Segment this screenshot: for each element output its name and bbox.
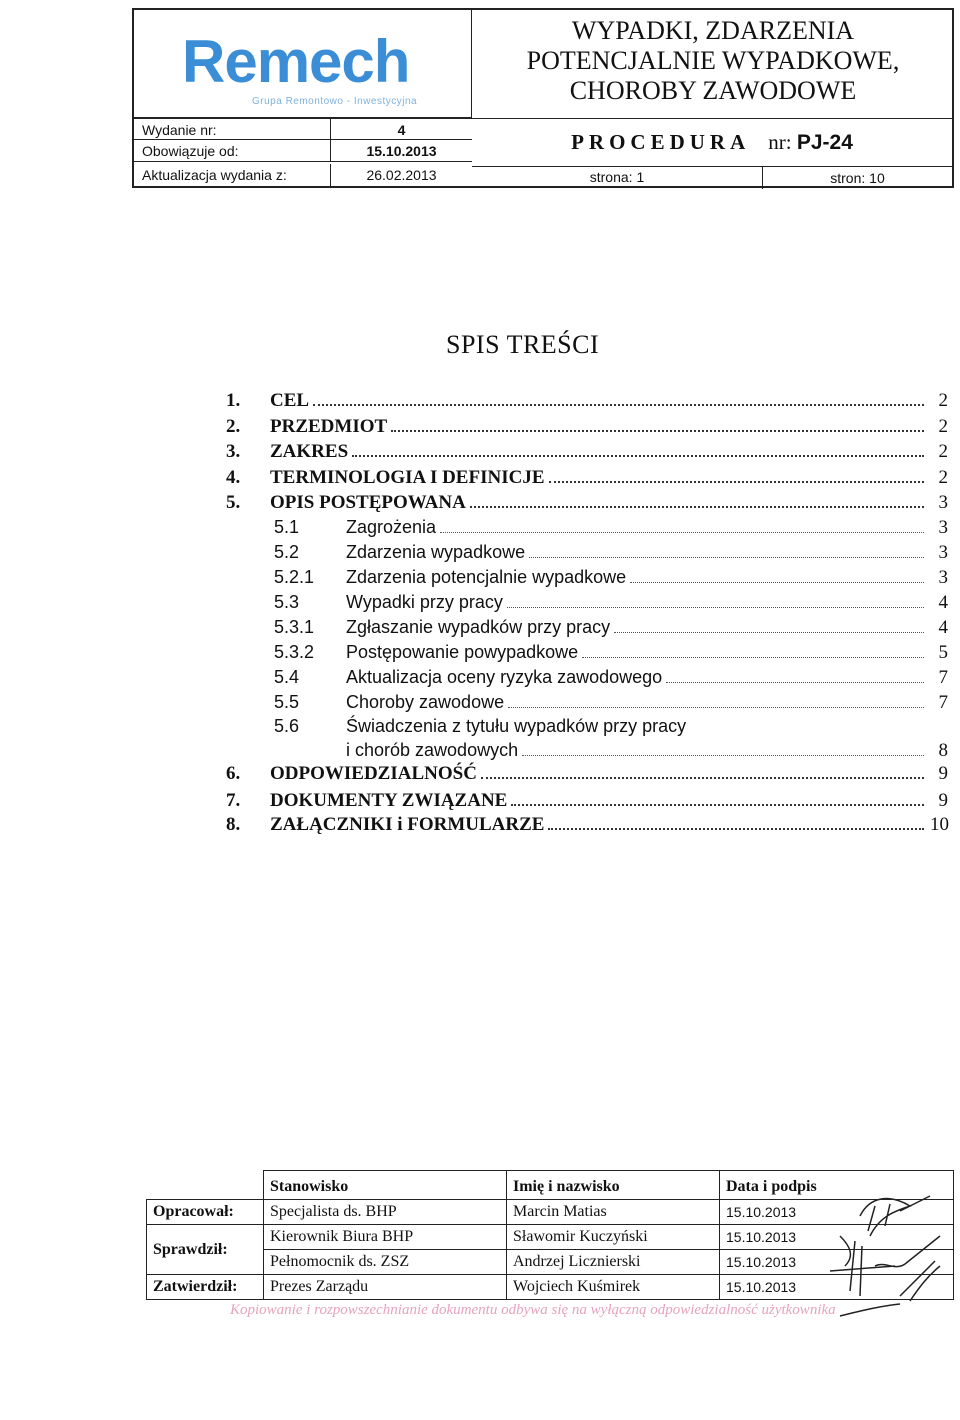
toc-entry-title: DOKUMENTY ZWIĄZANE bbox=[270, 790, 508, 811]
approved-label: Zatwierdził: bbox=[147, 1275, 264, 1300]
toc-entry-page: 5 bbox=[938, 642, 948, 663]
update-value: 26.02.2013 bbox=[330, 164, 472, 186]
toc-entry-page: 7 bbox=[938, 692, 948, 713]
document-header bbox=[132, 8, 954, 188]
toc-entry-number: 5.5 bbox=[274, 692, 300, 712]
toc-entry-page: 4 bbox=[938, 617, 948, 638]
position-cell: Prezes Zarządu bbox=[264, 1275, 507, 1300]
procedure-line bbox=[472, 118, 952, 166]
toc-entry-number: 5.2 bbox=[274, 542, 300, 562]
toc-entry bbox=[226, 790, 948, 814]
toc-entry-page: 2 bbox=[938, 441, 948, 462]
toc-leader-dots bbox=[548, 828, 924, 830]
toc-entry-page: 3 bbox=[938, 567, 948, 588]
toc-entry-number: 5.3.2 bbox=[274, 642, 315, 662]
toc-entry-title: ODPOWIEDZIALNOŚĆ bbox=[270, 763, 477, 784]
toc-entry bbox=[226, 416, 948, 440]
toc-entry-title: Zdarzenia wypadkowe bbox=[346, 542, 526, 562]
position-cell: Specjalista ds. BHP bbox=[264, 1200, 507, 1225]
toc-entry bbox=[226, 390, 948, 414]
toc-entry-title: Zagrożenia bbox=[346, 517, 437, 537]
toc-entry bbox=[226, 763, 948, 787]
title-line: WYPADKI, ZDARZENIA bbox=[571, 16, 855, 45]
valid-from-label: Obowiązuje od: bbox=[142, 143, 239, 159]
toc-entry bbox=[226, 814, 948, 838]
toc-entry-number: 4. bbox=[226, 467, 241, 488]
name-cell: Sławomir Kuczyński bbox=[507, 1225, 720, 1250]
toc-entry-page: 2 bbox=[938, 390, 948, 411]
toc-entry bbox=[226, 592, 948, 616]
toc-leader-dots bbox=[511, 804, 924, 806]
update-label: Aktualizacja wydania z: bbox=[142, 167, 287, 183]
valid-from-row bbox=[134, 140, 472, 162]
toc-entry-number: 5.1 bbox=[274, 517, 300, 537]
toc-entry-number: 8. bbox=[226, 814, 241, 835]
procedure-nr-label: nr: bbox=[768, 130, 792, 154]
toc-entry-page: 7 bbox=[938, 667, 948, 688]
toc-entry-title: Świadczenia z tytułu wypadków przy pracy bbox=[346, 716, 687, 736]
toc-leader-dots bbox=[508, 707, 924, 708]
edition-label: Wydanie nr: bbox=[142, 122, 217, 138]
toc-entry bbox=[226, 542, 948, 566]
checked-label: Sprawdził: bbox=[147, 1225, 264, 1275]
name-cell: Andrzej Licznierski bbox=[507, 1250, 720, 1275]
toc-entry-page: 9 bbox=[938, 790, 948, 811]
valid-from-value: 15.10.2013 bbox=[330, 140, 472, 162]
edition-value: 4 bbox=[330, 119, 472, 141]
toc-entry bbox=[226, 517, 948, 541]
date-cell: 15.10.2013 bbox=[720, 1225, 954, 1250]
header-date: Data i podpis bbox=[720, 1171, 954, 1200]
toc-entry-page: 3 bbox=[938, 492, 948, 513]
toc-entry-title: PRZEDMIOT bbox=[270, 416, 388, 437]
toc-leader-dots bbox=[481, 777, 924, 779]
toc-leader-dots bbox=[582, 657, 924, 658]
toc-entry-title: Postępowanie powypadkowe bbox=[346, 642, 579, 662]
toc-entry-number: 5.3.1 bbox=[274, 617, 315, 637]
toc-entry bbox=[226, 567, 948, 591]
title-line: POTENCJALNIE WYPADKOWE, bbox=[526, 46, 900, 75]
procedure-code: PJ-24 bbox=[796, 131, 853, 154]
toc-entry-title: ZAKRES bbox=[270, 441, 349, 462]
toc-leader-dots bbox=[549, 481, 925, 483]
toc-leader-dots bbox=[529, 557, 924, 558]
logo-wordmark: Remech bbox=[182, 28, 410, 95]
edition-row bbox=[134, 118, 472, 140]
prepared-label: Opracował: bbox=[147, 1200, 264, 1225]
procedure-label: PROCEDURA bbox=[571, 130, 751, 154]
toc-entry-page: 9 bbox=[938, 763, 948, 784]
toc-entry-title: OPIS POSTĘPOWANA bbox=[270, 492, 466, 513]
title-line: CHOROBY ZAWODOWE bbox=[569, 76, 857, 105]
toc-entry bbox=[226, 492, 948, 516]
toc-entry bbox=[226, 716, 948, 740]
page-info bbox=[472, 166, 952, 188]
toc-entry-page: 4 bbox=[938, 592, 948, 613]
toc-entry-number: 5. bbox=[226, 492, 241, 513]
toc-entry-title: CEL bbox=[270, 390, 310, 411]
toc-entry bbox=[226, 642, 948, 666]
toc-leader-dots bbox=[507, 607, 924, 608]
logo-tagline: Grupa Remontowo - Inwestycyjna bbox=[252, 96, 418, 107]
toc-entry-page: 3 bbox=[938, 517, 948, 538]
date-cell: 15.10.2013 bbox=[720, 1200, 954, 1225]
toc-entry-title: i chorób zawodowych bbox=[346, 740, 519, 760]
name-cell: Wojciech Kuśmirek bbox=[507, 1275, 720, 1300]
toc-entry-number: 3. bbox=[226, 441, 241, 462]
header-position: Stanowisko bbox=[264, 1171, 507, 1200]
toc-entry-number: 5.3 bbox=[274, 592, 300, 612]
toc-entry-title: Choroby zawodowe bbox=[346, 692, 505, 712]
toc-entry-title: Aktualizacja oceny ryzyka zawodowego bbox=[346, 667, 663, 687]
copy-note: Kopiowanie i rozpowszechnianie dokumentu odbywa się na wyłączną odpowiedzialność użytkownika bbox=[230, 1302, 836, 1318]
toc-entry bbox=[226, 667, 948, 691]
position-cell: Pełnomocnik ds. ZSZ bbox=[264, 1250, 507, 1275]
update-row bbox=[134, 164, 472, 186]
toc-entry-number: 5.2.1 bbox=[274, 567, 315, 587]
toc-entry bbox=[226, 467, 948, 491]
toc-entry bbox=[226, 441, 948, 465]
name-cell: Marcin Matias bbox=[507, 1200, 720, 1225]
date-cell: 15.10.2013 bbox=[720, 1250, 954, 1275]
toc-entry-title: Wypadki przy pracy bbox=[346, 592, 503, 612]
date-cell: 15.10.2013 bbox=[720, 1275, 954, 1300]
toc-leader-dots bbox=[313, 404, 924, 406]
toc-leader-dots bbox=[666, 682, 924, 683]
page-total: stron: 10 bbox=[762, 167, 952, 189]
toc-entry-page: 3 bbox=[938, 542, 948, 563]
toc-entry bbox=[226, 692, 948, 716]
toc-entry-page: 8 bbox=[938, 740, 948, 761]
toc-entry-number: 1. bbox=[226, 390, 241, 411]
document-title bbox=[474, 16, 952, 106]
toc-entry-page: 2 bbox=[938, 467, 948, 488]
toc-leader-dots bbox=[470, 506, 924, 508]
toc-leader-dots bbox=[352, 455, 924, 457]
toc-leader-dots bbox=[391, 430, 924, 432]
toc-entry-number: 5.6 bbox=[274, 716, 300, 736]
toc-entry-number: 2. bbox=[226, 416, 241, 437]
toc-entry-page: 2 bbox=[938, 416, 948, 437]
toc-entry-page: 10 bbox=[930, 814, 949, 835]
toc-leader-dots bbox=[614, 632, 924, 633]
toc-entry bbox=[226, 740, 948, 764]
toc-entry-title: TERMINOLOGIA I DEFINICJE bbox=[270, 467, 545, 488]
page-number: strona: 1 bbox=[589, 169, 645, 185]
toc-entry-number: 7. bbox=[226, 790, 241, 811]
header-name: Imię i nazwisko bbox=[507, 1171, 720, 1200]
toc-entry-title: Zgłaszanie wypadków przy pracy bbox=[346, 617, 611, 637]
toc-entry bbox=[226, 617, 948, 641]
toc-entry-title: Zdarzenia potencjalnie wypadkowe bbox=[346, 567, 627, 587]
toc-entry-number: 5.4 bbox=[274, 667, 300, 687]
toc-leader-dots bbox=[522, 755, 924, 756]
toc-title: SPIS TREŚCI bbox=[446, 330, 600, 359]
toc-leader-dots bbox=[630, 582, 924, 583]
position-cell: Kierownik Biura BHP bbox=[264, 1225, 507, 1250]
company-logo bbox=[134, 10, 472, 118]
toc-entry-number: 6. bbox=[226, 763, 241, 784]
toc-leader-dots bbox=[440, 532, 924, 533]
toc-entry-title: ZAŁĄCZNIKI i FORMULARZE bbox=[270, 814, 545, 835]
